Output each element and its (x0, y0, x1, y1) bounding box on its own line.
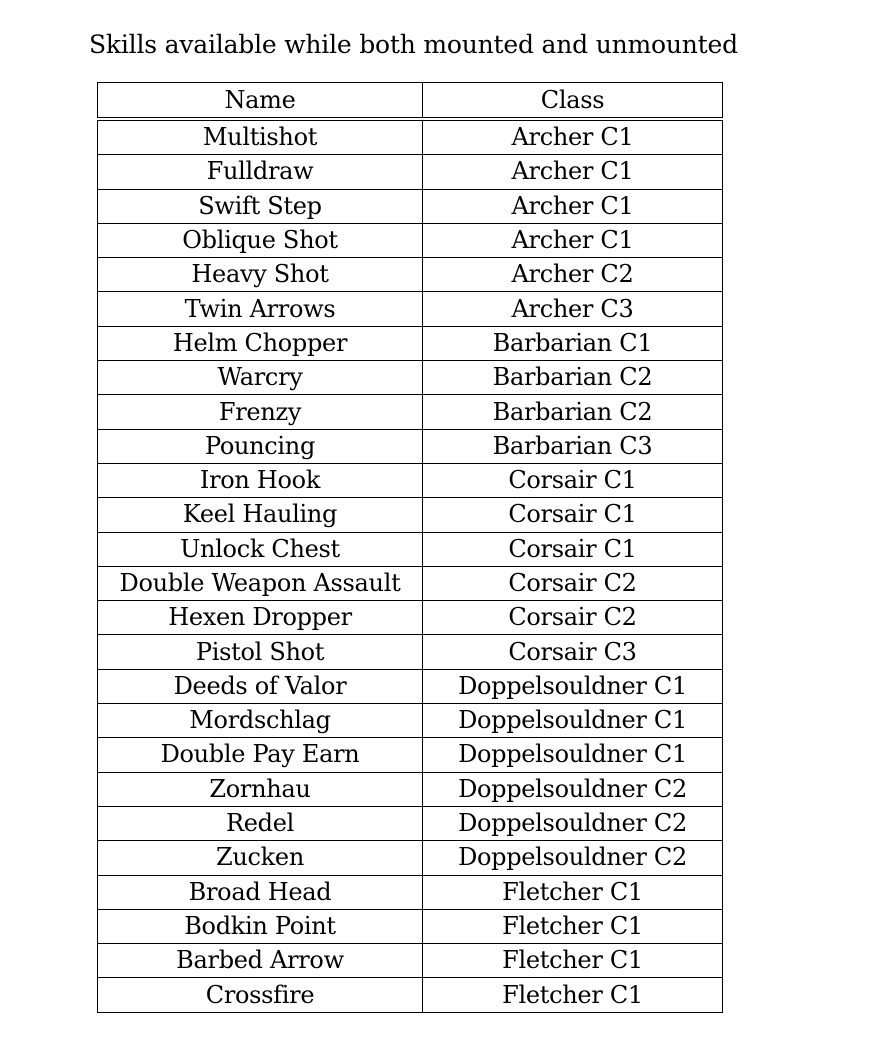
cell-name: Warcry (98, 361, 423, 395)
cell-class: Archer C2 (423, 258, 723, 292)
cell-name: Keel Hauling (98, 498, 423, 532)
table-row (98, 704, 723, 738)
table-row (98, 566, 723, 600)
cell-name: Twin Arrows (98, 292, 423, 326)
cell-name: Fulldraw (98, 155, 423, 189)
table-row (98, 635, 723, 669)
cell-class: Archer C1 (423, 189, 723, 223)
table-row (98, 532, 723, 566)
cell-class: Corsair C1 (423, 463, 723, 497)
cell-class: Doppelsouldner C2 (423, 806, 723, 840)
cell-class: Doppelsouldner C1 (423, 704, 723, 738)
cell-name: Pouncing (98, 429, 423, 463)
table-row (98, 944, 723, 978)
cell-class: Doppelsouldner C1 (423, 738, 723, 772)
cell-class: Barbarian C2 (423, 361, 723, 395)
table-row (98, 841, 723, 875)
cell-class: Doppelsouldner C2 (423, 841, 723, 875)
header-class: Class (423, 83, 723, 120)
table-row (98, 258, 723, 292)
table-caption: Skills available while both mounted and unmounted (89, 30, 738, 59)
cell-class: Fletcher C1 (423, 944, 723, 978)
cell-name: Iron Hook (98, 463, 423, 497)
cell-name: Redel (98, 806, 423, 840)
table-row (98, 395, 723, 429)
table-row (98, 326, 723, 360)
cell-class: Barbarian C3 (423, 429, 723, 463)
table-row (98, 292, 723, 326)
skills-table (97, 82, 723, 1013)
cell-name: Unlock Chest (98, 532, 423, 566)
cell-name: Frenzy (98, 395, 423, 429)
cell-name: Broad Head (98, 875, 423, 909)
table-row (98, 806, 723, 840)
cell-class: Fletcher C1 (423, 978, 723, 1012)
header-row (98, 83, 723, 120)
cell-class: Barbarian C1 (423, 326, 723, 360)
cell-class: Corsair C2 (423, 601, 723, 635)
cell-class: Doppelsouldner C2 (423, 772, 723, 806)
cell-name: Double Weapon Assault (98, 566, 423, 600)
table-row (98, 155, 723, 189)
cell-class: Archer C3 (423, 292, 723, 326)
cell-name: Hexen Dropper (98, 601, 423, 635)
cell-name: Crossfire (98, 978, 423, 1012)
cell-class: Corsair C1 (423, 498, 723, 532)
table-row (98, 498, 723, 532)
cell-class: Archer C1 (423, 119, 723, 155)
cell-name: Mordschlag (98, 704, 423, 738)
cell-class: Fletcher C1 (423, 875, 723, 909)
cell-class: Fletcher C1 (423, 909, 723, 943)
cell-name: Swift Step (98, 189, 423, 223)
cell-name: Barbed Arrow (98, 944, 423, 978)
cell-name: Zucken (98, 841, 423, 875)
table-row (98, 875, 723, 909)
cell-name: Bodkin Point (98, 909, 423, 943)
table-row (98, 909, 723, 943)
cell-name: Heavy Shot (98, 258, 423, 292)
cell-class: Corsair C3 (423, 635, 723, 669)
cell-name: Helm Chopper (98, 326, 423, 360)
table-row (98, 978, 723, 1012)
cell-name: Multishot (98, 119, 423, 155)
table-row (98, 119, 723, 155)
table-row (98, 463, 723, 497)
header-name: Name (98, 83, 423, 120)
cell-class: Doppelsouldner C1 (423, 669, 723, 703)
table-row (98, 669, 723, 703)
cell-class: Corsair C1 (423, 532, 723, 566)
cell-class: Archer C1 (423, 223, 723, 257)
cell-class: Barbarian C2 (423, 395, 723, 429)
cell-name: Zornhau (98, 772, 423, 806)
table-row (98, 223, 723, 257)
table-row (98, 189, 723, 223)
cell-name: Oblique Shot (98, 223, 423, 257)
table-row (98, 738, 723, 772)
cell-class: Corsair C2 (423, 566, 723, 600)
cell-class: Archer C1 (423, 155, 723, 189)
table-row (98, 772, 723, 806)
cell-name: Pistol Shot (98, 635, 423, 669)
table-row (98, 361, 723, 395)
cell-name: Double Pay Earn (98, 738, 423, 772)
cell-name: Deeds of Valor (98, 669, 423, 703)
table-row (98, 429, 723, 463)
table-row (98, 601, 723, 635)
table-body (98, 119, 723, 1012)
